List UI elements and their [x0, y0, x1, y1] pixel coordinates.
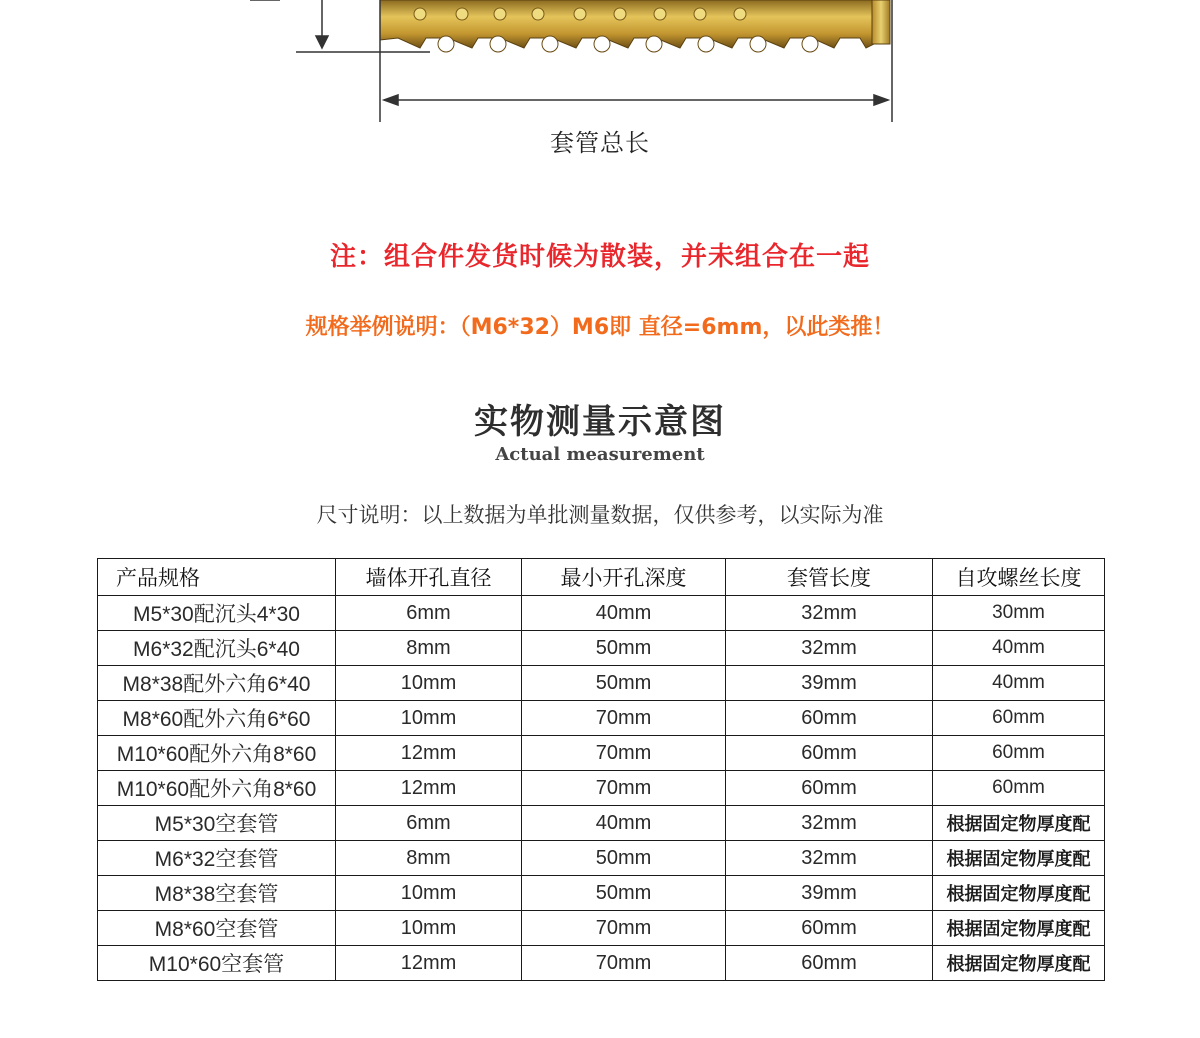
cell-hole-diameter: 6mm [336, 596, 522, 631]
cell-screw-length: 30mm [933, 596, 1105, 631]
cell-screw-length: 根据固定物厚度配 [933, 946, 1105, 981]
cell-hole-diameter: 6mm [336, 806, 522, 841]
table-row [98, 666, 1105, 701]
cell-min-hole-depth: 50mm [522, 876, 726, 911]
cell-hole-diameter: 8mm [336, 841, 522, 876]
cell-min-hole-depth: 50mm [522, 841, 726, 876]
cell-hole-diameter: 12mm [336, 736, 522, 771]
cell-product-spec: M5*30配沉头4*30 [98, 596, 336, 631]
cell-min-hole-depth: 70mm [522, 701, 726, 736]
table-row [98, 736, 1105, 771]
cell-min-hole-depth: 50mm [522, 631, 726, 666]
shipping-note: 注：组合件发货时候为散装，并未组合在一起 [329, 242, 870, 272]
cell-min-hole-depth: 40mm [522, 596, 726, 631]
cell-min-hole-depth: 50mm [522, 666, 726, 701]
table-header-row [98, 559, 1105, 596]
cell-product-spec: M10*60配外六角8*60 [98, 771, 336, 806]
cell-product-spec: M10*60空套管 [98, 946, 336, 981]
cell-hole-diameter: 10mm [336, 911, 522, 946]
cell-hole-diameter: 12mm [336, 946, 522, 981]
cell-min-hole-depth: 70mm [522, 946, 726, 981]
cell-screw-length: 40mm [933, 666, 1105, 701]
cell-product-spec: M8*60空套管 [98, 911, 336, 946]
section-title: 实物测量示意图 [474, 402, 726, 442]
cell-sleeve-length: 60mm [726, 701, 933, 736]
cell-screw-length: 根据固定物厚度配 [933, 806, 1105, 841]
cell-screw-length: 根据固定物厚度配 [933, 876, 1105, 911]
cell-product-spec: M8*38空套管 [98, 876, 336, 911]
size-disclaimer: 尺寸说明：以上数据为单批测量数据，仅供参考，以实际为准 [316, 503, 884, 527]
cell-product-spec: M5*30空套管 [98, 806, 336, 841]
cell-sleeve-length: 60mm [726, 771, 933, 806]
sleeve-body [380, 0, 890, 52]
section-subtitle: Actual measurement [495, 444, 705, 465]
cell-screw-length: 60mm [933, 736, 1105, 771]
table-row [98, 596, 1105, 631]
cell-product-spec: M6*32配沉头6*40 [98, 631, 336, 666]
cell-screw-length: 40mm [933, 631, 1105, 666]
cell-screw-length: 根据固定物厚度配 [933, 841, 1105, 876]
cell-hole-diameter: 12mm [336, 771, 522, 806]
table-row [98, 876, 1105, 911]
cell-sleeve-length: 39mm [726, 666, 933, 701]
cell-sleeve-length: 32mm [726, 631, 933, 666]
table-row [98, 911, 1105, 946]
cell-min-hole-depth: 40mm [522, 806, 726, 841]
sleeve-total-length-label: 套管总长 [550, 129, 650, 157]
cell-sleeve-length: 32mm [726, 806, 933, 841]
cell-product-spec: M8*60配外六角6*60 [98, 701, 336, 736]
cell-sleeve-length: 32mm [726, 841, 933, 876]
cell-screw-length: 根据固定物厚度配 [933, 911, 1105, 946]
cell-product-spec: M8*38配外六角6*40 [98, 666, 336, 701]
table-row [98, 806, 1105, 841]
cell-min-hole-depth: 70mm [522, 736, 726, 771]
cell-product-spec: M6*32空套管 [98, 841, 336, 876]
header-product-spec: 产品规格 [98, 559, 336, 596]
cell-sleeve-length: 39mm [726, 876, 933, 911]
cell-hole-diameter: 10mm [336, 666, 522, 701]
cell-product-spec: M10*60配外六角8*60 [98, 736, 336, 771]
spec-example-note: 规格举例说明：（M6*32）M6即 直径=6mm，以此类推！ [305, 315, 895, 340]
table-row [98, 771, 1105, 806]
table-row [98, 841, 1105, 876]
cell-sleeve-length: 60mm [726, 946, 933, 981]
cell-hole-diameter: 8mm [336, 631, 522, 666]
cell-screw-length: 60mm [933, 701, 1105, 736]
table-row [98, 946, 1105, 981]
cell-hole-diameter: 10mm [336, 876, 522, 911]
table-row [98, 701, 1105, 736]
cell-min-hole-depth: 70mm [522, 771, 726, 806]
cell-min-hole-depth: 70mm [522, 911, 726, 946]
cell-screw-length: 60mm [933, 771, 1105, 806]
header-screw-length: 自攻螺丝长度 [933, 559, 1105, 596]
spec-table [97, 558, 1105, 981]
cell-hole-diameter: 10mm [336, 701, 522, 736]
header-sleeve-length: 套管长度 [726, 559, 933, 596]
cell-sleeve-length: 60mm [726, 736, 933, 771]
header-hole-diameter: 墙体开孔直径 [336, 559, 522, 596]
cell-sleeve-length: 32mm [726, 596, 933, 631]
table-row [98, 631, 1105, 666]
cell-sleeve-length: 60mm [726, 911, 933, 946]
header-min-hole-depth: 最小开孔深度 [522, 559, 726, 596]
